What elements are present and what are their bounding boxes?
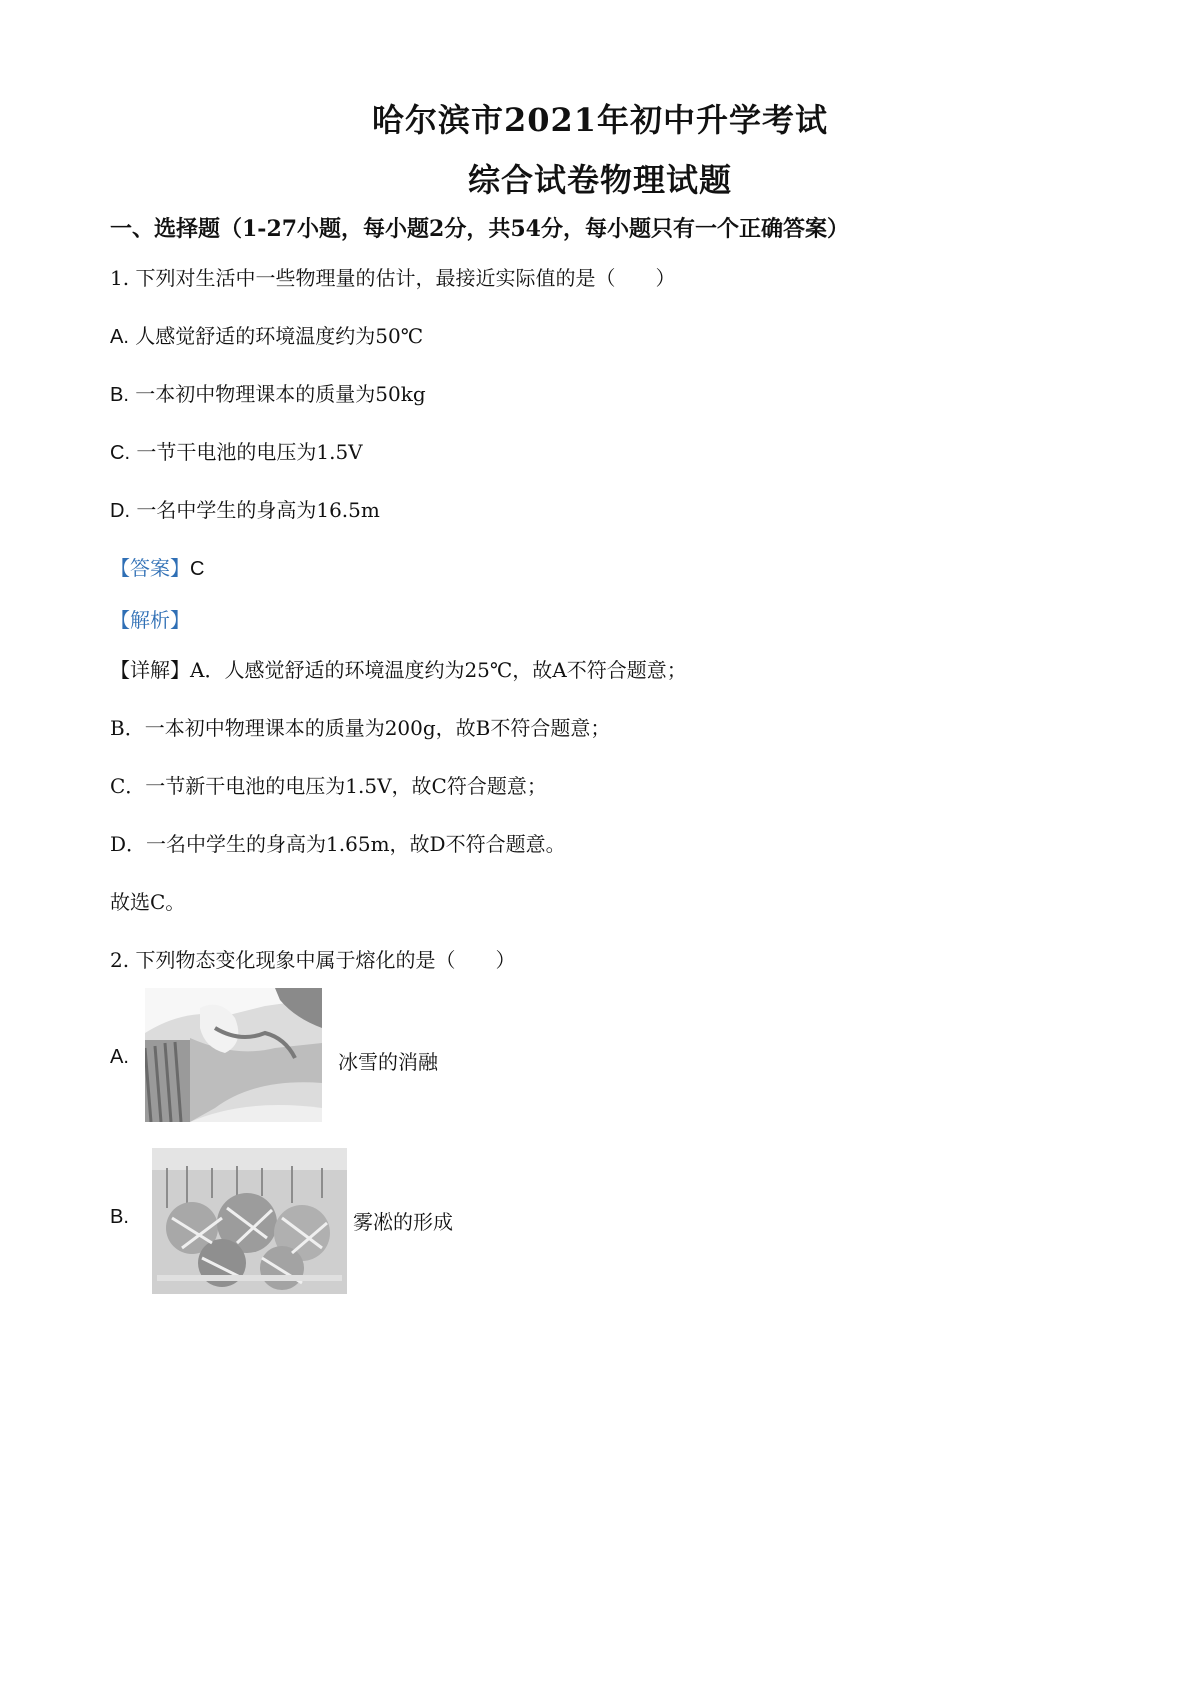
option-label: B. [110, 384, 129, 406]
option-text: 人感觉舒适的环境温度约为50℃ [135, 324, 424, 348]
detail-line-3: C．一节新干电池的电压为1.5V，故C符合题意； [110, 774, 547, 798]
question-2-option-a-label: A. [110, 1046, 129, 1068]
question-2-option-b-label: B. [110, 1206, 129, 1228]
question-1-option-c [110, 436, 363, 465]
question-2-stem: 2. 下列物态变化现象中属于熔化的是（ ） [110, 948, 516, 972]
question-1-option-a [110, 320, 423, 349]
answer-tag: 【答案】 [110, 556, 190, 580]
question-2-option-b-text: 雾凇的形成 [353, 1210, 453, 1234]
answer-value: C [190, 558, 205, 580]
rime-frost-photo-icon [152, 1148, 347, 1294]
option-label: D. [110, 500, 130, 522]
section-heading: 一、选择题（1-27小题，每小题2分，共54分，每小题只有一个正确答案） [110, 216, 849, 242]
question-1-option-d [110, 494, 380, 523]
conclusion-line: 故选C。 [110, 890, 186, 914]
option-text: 一名中学生的身高为16.5m [136, 498, 380, 522]
snow-melting-photo-icon [145, 988, 322, 1122]
question-2-option-a-text: 冰雪的消融 [338, 1050, 438, 1074]
detail-line-1 [110, 654, 687, 683]
exam-subtitle: 综合试卷物理试题 [467, 161, 732, 199]
question-1-option-b [110, 378, 426, 407]
option-label: A. [110, 326, 129, 348]
exam-title: 哈尔滨市2021年初中升学考试 [371, 101, 829, 139]
detail-line-4: D．一名中学生的身高为1.65m，故D不符合题意。 [110, 832, 566, 856]
answer-line [110, 552, 204, 581]
detail-line-2: B．一本初中物理课本的质量为200g，故B不符合题意； [110, 716, 611, 740]
detail-tag: 【详解】 [110, 658, 190, 682]
question-1-stem: 1. 下列对生活中一些物理量的估计，最接近实际值的是（ ） [110, 266, 676, 290]
option-text: 一本初中物理课本的质量为50kg [135, 382, 426, 406]
option-text: 一节干电池的电压为1.5V [136, 440, 363, 464]
analysis-tag: 【解析】 [110, 608, 190, 632]
detail-text: A．人感觉舒适的环境温度约为25℃，故A不符合题意； [190, 658, 687, 682]
option-label: C. [110, 442, 130, 464]
